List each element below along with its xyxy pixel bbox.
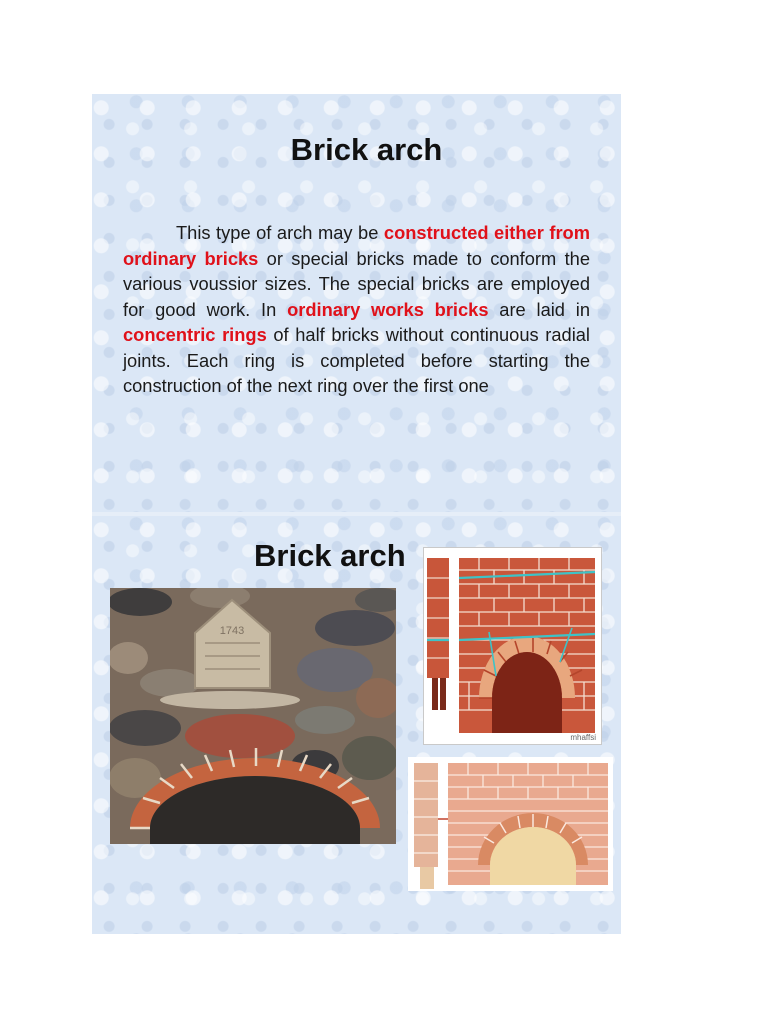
paragraph-highlight-3: concentric rings — [123, 324, 267, 346]
brick-arch-lintel-svg — [408, 757, 613, 891]
slide-1-title: Brick arch — [290, 132, 443, 167]
brick-arch-diagram-2 — [408, 757, 613, 891]
slide-1 — [92, 94, 621, 512]
tablet-date: 1743 — [219, 625, 245, 637]
paragraph-text-4: of half bricks without continuous radial joints. Each ring is completed before starting the construction of the next ring over the first one — [123, 324, 590, 397]
brick-arch-elevation-svg — [424, 548, 601, 744]
paragraph-highlight-2: ordinary works bricks — [287, 298, 489, 320]
paragraph-text-2: or special bricks made to conform the various voussior sizes. The special bricks are employed for good work. In — [123, 247, 590, 320]
stone-wall-arch-photo — [110, 588, 396, 844]
slide-2-title: Brick arch — [254, 538, 406, 573]
paragraph-text-1: This type of arch may be — [176, 222, 384, 244]
diagram-credit: mhaffsi — [570, 733, 596, 742]
brick-arch-diagram-1 — [423, 547, 602, 745]
paragraph-highlight-1: constructed either from ordinary bricks — [123, 222, 590, 269]
paragraph-text-3: are laid in — [488, 298, 590, 320]
slide-1-paragraph — [123, 220, 590, 399]
stone-wall-illustration — [110, 588, 396, 844]
